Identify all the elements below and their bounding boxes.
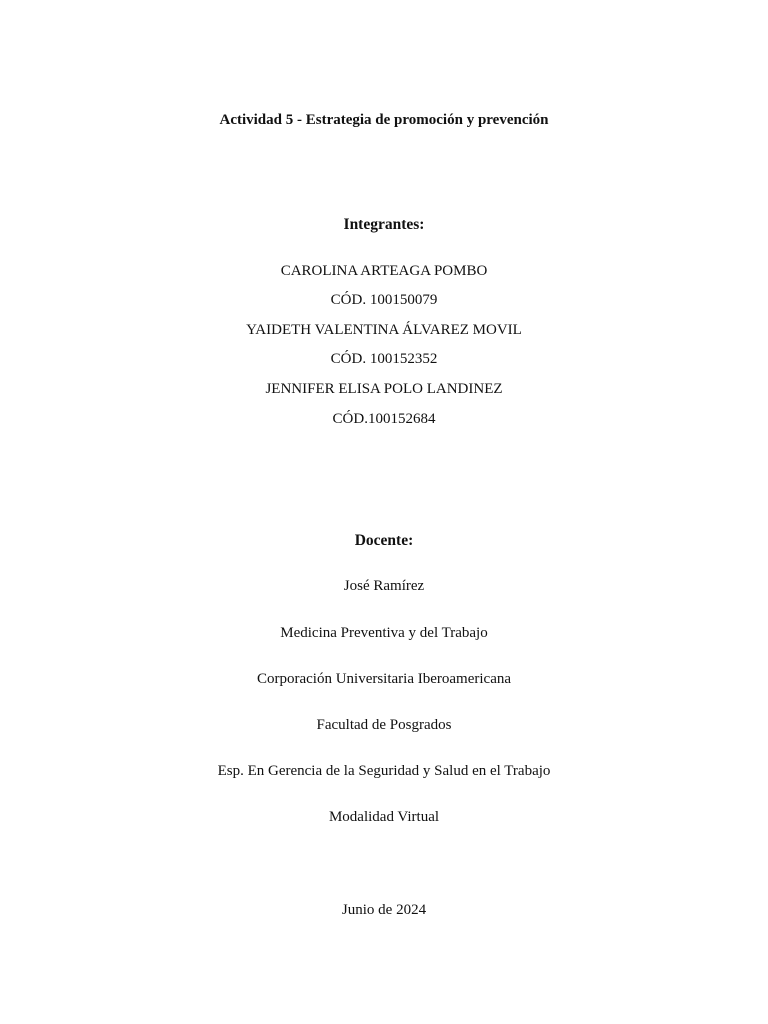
- course-name: Medicina Preventiva y del Trabajo: [280, 625, 488, 641]
- faculty-name: Facultad de Posgrados: [316, 717, 452, 733]
- document-title: Actividad 5 - Estrategia de promoción y prevención: [219, 112, 549, 128]
- institution-name: Corporación Universitaria Iberoamericana: [256, 671, 512, 687]
- member-name: JENNIFER ELISA POLO LANDINEZ: [265, 381, 503, 397]
- member-code: CÓD.100152684: [332, 411, 436, 427]
- member-code: CÓD. 100150079: [330, 292, 438, 308]
- document-date: Junio de 2024: [341, 902, 427, 918]
- member-code: CÓD. 100152352: [330, 351, 438, 367]
- program-name: Esp. En Gerencia de la Seguridad y Salud en el Trabajo: [217, 763, 551, 779]
- teacher-heading: Docente:: [354, 532, 414, 549]
- members-heading: Integrantes:: [343, 216, 425, 233]
- member-name: YAIDETH VALENTINA ÁLVAREZ MOVIL: [246, 322, 522, 338]
- teacher-name: José Ramírez: [343, 578, 425, 594]
- member-name: CAROLINA ARTEAGA POMBO: [280, 263, 488, 279]
- modality: Modalidad Virtual: [328, 809, 440, 825]
